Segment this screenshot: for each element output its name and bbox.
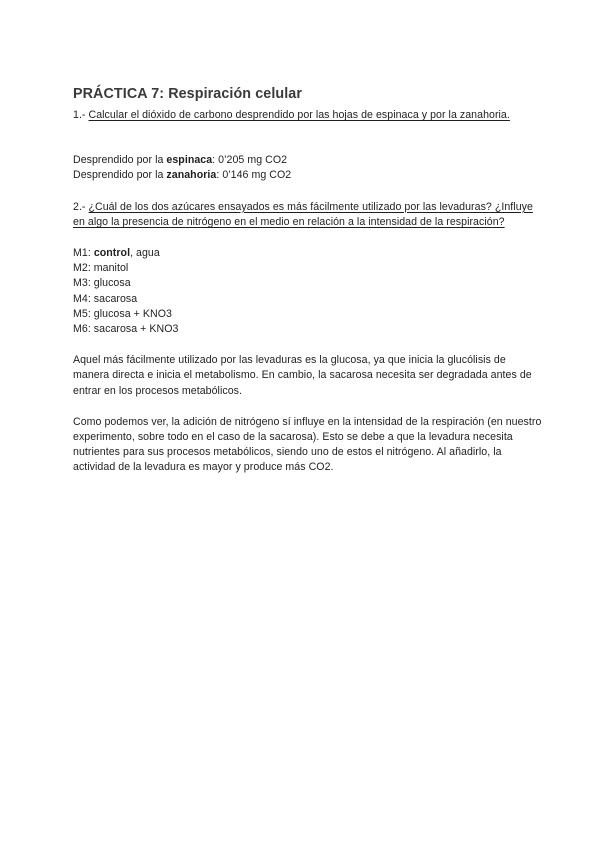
document-content (73, 84, 543, 476)
question-2-text: ¿Cuál de los dos azúcares ensayados es más fácilmente utilizado por las levaduras? ¿Influye en algo la presencia de nitrógeno en el medio en relación a la intensidad de la respiración? (73, 200, 533, 228)
media-list (73, 246, 543, 337)
list-item: M3: glucosa (73, 277, 131, 290)
result-prefix: Desprendido por la (73, 154, 167, 167)
result-carrot (73, 168, 543, 183)
list-item (73, 246, 543, 261)
result-subject: zanahoria (166, 169, 217, 182)
question-1 (73, 108, 543, 123)
result-value: : 0’146 mg CO2 (216, 169, 292, 182)
question-2-number: 2.- (73, 200, 86, 213)
question-2 (73, 200, 543, 230)
media-m1-label: M1: (73, 247, 94, 260)
result-prefix: Desprendido por la (73, 169, 167, 182)
answer-paragraph-1: Aquel más fácilmente utilizado por las levaduras es la glucosa, ya que inicia la glucólisis de manera directa e inicia el metabolismo. En cambio, la sacarosa necesita ser degradada antes de entrar en los procesos metabólicos. (73, 354, 532, 397)
result-subject: espinaca (166, 154, 213, 167)
page-title (73, 84, 543, 104)
results-block (73, 153, 543, 183)
list-item: M5: glucosa + KNO3 (73, 307, 172, 320)
title-prefix: PRÁCTICA 7: (73, 86, 165, 102)
list-item: M4: sacarosa (73, 292, 138, 305)
question-1-number: 1.- (73, 109, 86, 121)
question-1-text: Calcular el dióxido de carbono desprendido por las hojas de espinaca y por la zanahoria. (88, 109, 510, 121)
list-item: M2: manitol (73, 262, 129, 275)
media-m1-bold: control (93, 247, 131, 260)
list-item: M6: sacarosa + KNO3 (73, 323, 179, 336)
result-value: : 0’205 mg CO2 (212, 154, 288, 167)
answer-paragraph-2: Como podemos ver, la adición de nitrógeno sí influye en la intensidad de la respiración (en nuestro experimento, sobre todo en el caso de la sacarosa). Esto se debe a que la levadura necesita nutrientes para sus procesos metabólicos, siendo uno de estos el nitrógeno. Al añadirlo, la actividad de la levadura es mayor y produce más CO2. (73, 415, 542, 474)
result-spinach (73, 153, 543, 168)
title-rest: Respiración celular (168, 86, 303, 102)
media-m1-rest: , agua (130, 247, 160, 260)
